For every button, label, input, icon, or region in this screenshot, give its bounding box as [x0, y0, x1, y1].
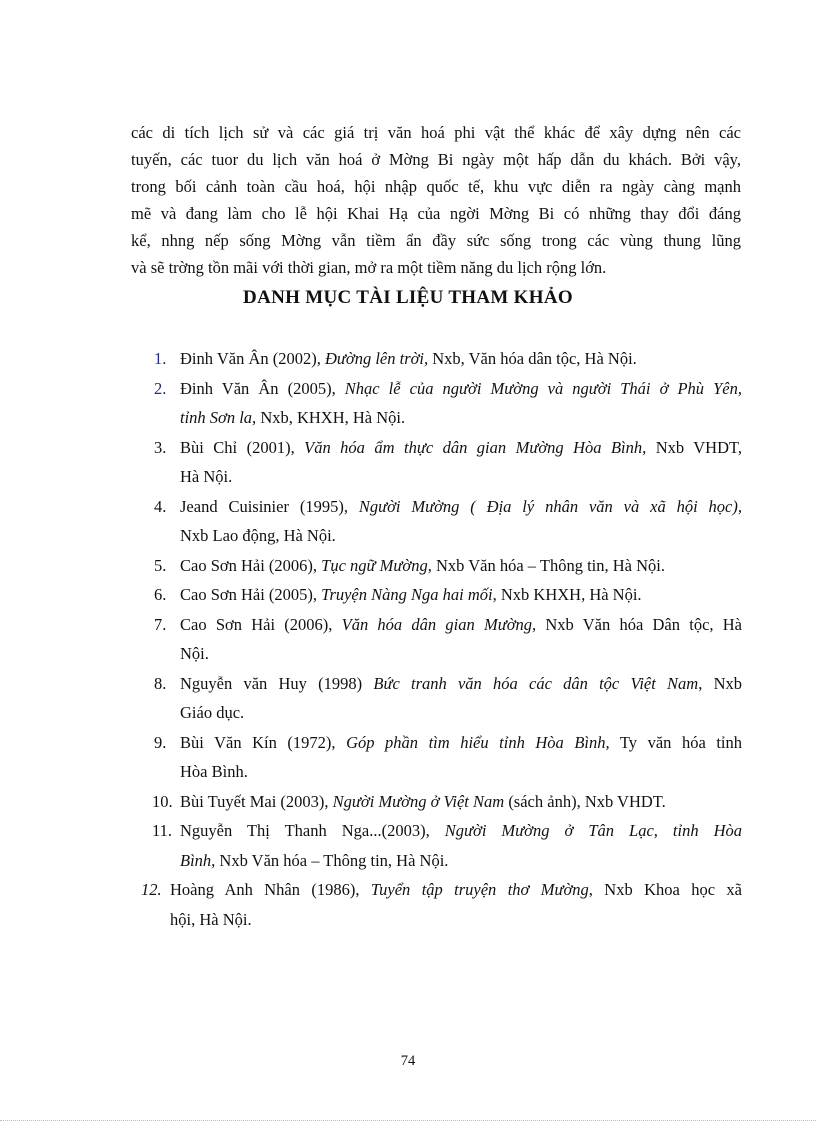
reference-number: 2. — [154, 378, 167, 398]
reference-number: 12. — [141, 880, 162, 899]
reference-publisher-cont: Giáo dục. — [180, 703, 245, 722]
reference-title: Tuyển tập truyện thơ Mường — [370, 880, 589, 899]
reference-publisher: Nxb, KHXH, Hà Nội. — [256, 408, 406, 427]
reference-number: 4. — [154, 496, 167, 516]
reference-title: Truyện Nàng Nga hai mối — [321, 585, 493, 604]
intro-line: mẽ và đang làm cho lễ hội Khai Hạ của ngời Mờng Bi có những thay đổi đáng — [131, 204, 741, 223]
reference-author: Nguyễn văn Huy (1998) — [180, 673, 374, 693]
reference-title-cont: Bình, — [180, 850, 216, 870]
reference-title: Văn hóa ẩm thực dân gian Mường Hòa Bình — [304, 437, 643, 457]
reference-item — [154, 374, 742, 433]
intro-line: các di tích lịch sử và các giá trị văn hoá phi vật thể khác để xây dựng nên các — [131, 123, 741, 142]
reference-author: Cao Sơn Hải (2006), — [180, 614, 342, 634]
reference-publisher: , Nxb Văn hóa – Thông tin, Hà Nội. — [427, 555, 665, 575]
reference-publisher: Nxb Văn hóa – Thông tin, Hà Nội. — [215, 850, 449, 870]
reference-author: Hoàng Anh Nhân (1986), — [170, 880, 371, 899]
page-number: 74 — [400, 1053, 416, 1069]
reference-author: Đinh Văn Ân (2005), — [180, 378, 345, 398]
reference-title: Người Mường ở Tân Lạc, tỉnh Hòa — [444, 821, 743, 840]
reference-number: 9. — [154, 732, 167, 752]
reference-number: 6. — [154, 585, 167, 604]
reference-title: Người Mường ( Địa lý nhân văn và xã hội học), — [358, 496, 742, 516]
reference-publisher: , Nxb KHXH, Hà Nội. — [492, 585, 642, 604]
reference-item — [154, 728, 742, 787]
reference-publisher: , Nxb — [698, 673, 743, 693]
reference-title: Góp phần tìm hiểu tỉnh Hòa Bình, — [346, 732, 610, 752]
reference-item — [154, 610, 742, 669]
intro-paragraph — [131, 119, 741, 281]
reference-publisher: Ty văn hóa tỉnh — [609, 732, 742, 752]
reference-publisher-cont: Hà Nội. — [180, 467, 233, 486]
reference-item — [154, 551, 742, 581]
reference-item — [154, 433, 742, 492]
reference-author: Cao Sơn Hải (2006), — [180, 555, 322, 575]
reference-publisher: (sách ảnh), Nxb VHDT. — [504, 791, 666, 811]
reference-item — [154, 344, 742, 374]
reference-number: 8. — [154, 673, 167, 693]
references-heading: DANH MỤC TÀI LIỆU THAM KHẢO — [243, 287, 573, 308]
reference-author: Bùi Chỉ (2001), — [180, 437, 305, 457]
reference-publisher-cont: Hòa Bình. — [180, 762, 248, 781]
reference-author: Đinh Văn Ân (2002), — [180, 349, 325, 368]
reference-publisher: , Nxb Khoa học xã — [588, 880, 742, 899]
reference-item — [154, 816, 742, 875]
reference-publisher: Nxb, Văn hóa dân tộc, Hà Nội. — [428, 349, 637, 368]
reference-publisher: , Nxb VHDT, — [642, 437, 742, 457]
intro-line: tuyến, các tuor du lịch văn hoá ở Mờng Bi ngày một hấp dẫn du khách. Bởi vậy, — [131, 150, 741, 169]
intro-line: trong bối cảnh toàn cầu hoá, hội nhập quốc tế, khu vực diễn ra ngày càng mạnh — [131, 177, 741, 196]
reference-title-cont: tỉnh Sơn la, — [180, 408, 257, 427]
reference-title: Đường lên trời, — [324, 349, 429, 368]
reference-list — [141, 344, 743, 934]
reference-author: Cao Sơn Hải (2005), — [180, 585, 322, 604]
reference-number: 1. — [154, 349, 167, 368]
reference-item — [154, 492, 742, 551]
reference-title: Tục ngữ Mường — [321, 555, 428, 575]
reference-item — [154, 669, 742, 728]
reference-number: 11. — [152, 821, 173, 840]
reference-title: Nhạc lễ của người Mường và người Thái ở Phù Yên, — [344, 378, 743, 398]
reference-author: Bùi Tuyết Mai (2003), — [180, 791, 333, 811]
reference-number: 10. — [152, 791, 173, 811]
page-bottom-divider — [0, 1120, 816, 1121]
intro-line: và sẽ trờng tồn mãi với thời gian, mở ra một tiềm năng du lịch rộng lớn. — [131, 258, 607, 277]
intro-line: kể, nhng nếp sống Mờng vẫn tiềm ẩn đầy sức sống trong các vùng thung lũng — [131, 231, 741, 250]
reference-author: Nguyễn Thị Thanh Nga...(2003), — [180, 821, 445, 840]
reference-number: 3. — [154, 437, 167, 457]
reference-author: Bùi Văn Kín (1972), — [180, 732, 347, 752]
reference-title: Người Mường ở Việt Nam — [332, 791, 505, 811]
reference-publisher-cont: hội, Hà Nội. — [170, 909, 252, 929]
reference-number: 7. — [154, 614, 167, 634]
reference-item — [154, 580, 742, 610]
reference-publisher: Nxb Văn hóa Dân tộc, Hà — [536, 614, 742, 634]
reference-publisher: Nxb Lao động, Hà Nội. — [180, 526, 336, 545]
reference-author: Jeand Cuisinier (1995), — [180, 496, 359, 516]
reference-number: 5. — [154, 555, 167, 575]
reference-item — [143, 875, 742, 934]
reference-title: Văn hóa dân gian Mường, — [341, 614, 537, 634]
reference-title: Bức tranh văn hóa các dân tộc Việt Nam — [373, 673, 699, 693]
reference-item — [154, 787, 742, 817]
reference-publisher-cont: Nội. — [180, 644, 209, 663]
